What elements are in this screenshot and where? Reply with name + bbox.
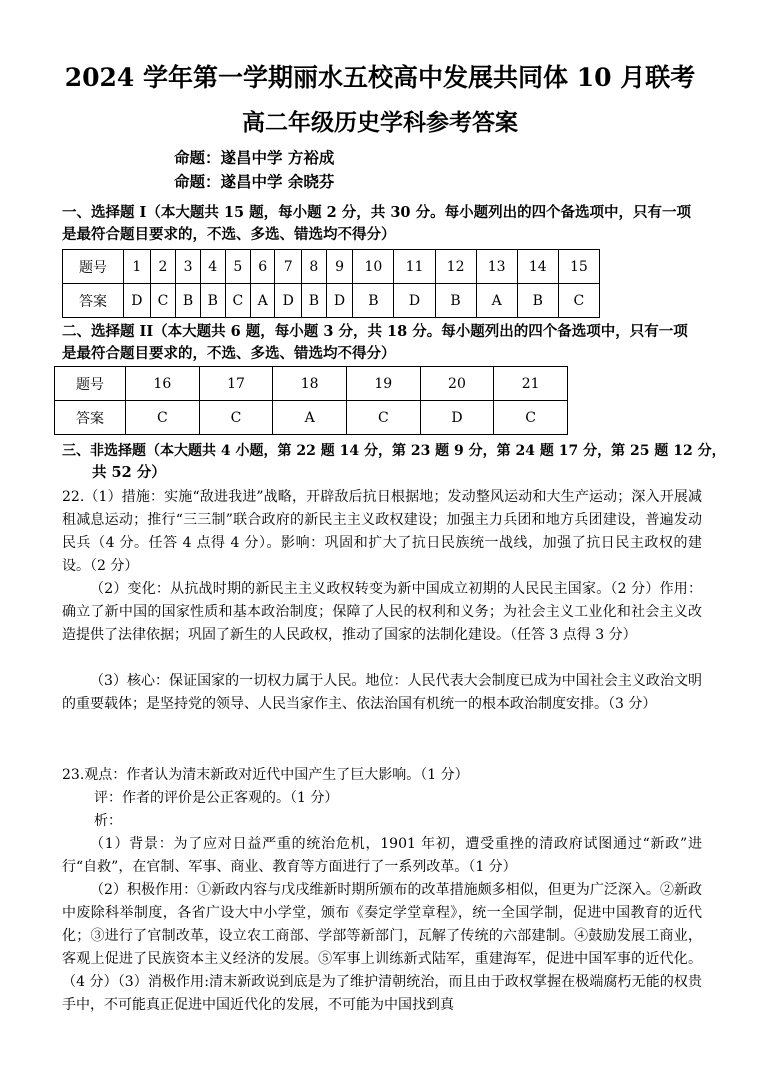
section2-answer-table <box>54 366 568 435</box>
answer-cell: C <box>150 284 176 318</box>
question-number-cell: 11 <box>394 250 435 284</box>
section1-heading-line2: 是最符合题目要求的，不选、多选、错选均不得分） <box>62 226 396 243</box>
answer-cell: C <box>558 284 599 318</box>
question-number-cell: 3 <box>176 250 201 284</box>
answer-cell: C <box>199 401 273 435</box>
answer-cell: B <box>302 284 327 318</box>
answer-cell: B <box>353 284 394 318</box>
question-number-cell: 20 <box>420 367 494 401</box>
question-number-cell: 10 <box>353 250 394 284</box>
section2-heading-line1: 二、选择题 II（本大题共 6 题，每小题 3 分，共 18 分。每小题列出的四个备选项中，只有一项 <box>62 323 688 340</box>
question-number-cell: 8 <box>302 250 327 284</box>
answer-cell: D <box>124 284 151 318</box>
section3-heading <box>62 440 726 484</box>
question-number-cell: 9 <box>326 250 353 284</box>
q22-part1: 22.（1）措施：实施“敌进我进”战略，开辟敌后抗日根据地；发动整风运动和大生产运动；深入开展减租减息运动；推行“三三制”联合政府的新民主主义政权建设；加强主力兵团和地方兵团建设，普遍发动民兵（4 分。任答 4 点得 4 分）。影响：巩固和扩大了抗日民族统一战线，加强了抗日民主政权的建设。（2 分） <box>62 489 702 574</box>
question-number-cell: 15 <box>558 250 599 284</box>
row-label: 题号 <box>55 367 126 401</box>
row-label: 答案 <box>63 284 124 318</box>
q23-view: 23.观点：作者认为清末新政对近代中国产生了巨大影响。（1 分） <box>62 767 469 783</box>
table-row-questions <box>55 367 568 401</box>
answer-cell: B <box>200 284 225 318</box>
question-number-cell: 6 <box>251 250 275 284</box>
answer-cell: C <box>346 401 420 435</box>
answer-cell: D <box>420 401 494 435</box>
document-subtitle: 高二年级历史学科参考答案 <box>242 109 518 136</box>
row-label: 答案 <box>55 401 126 435</box>
q22-part2: （2）变化：从抗战时期的新民主主义政权转变为新中国成立初期的人民民主国家。（2 分）作用：确立了新中国的国家性质和基本政治制度；保障了人民的权利和义务；为社会主义工业化和社会主义改造提供了法律依据；巩固了新生的人民政权，推动了国家的法制化建设。（任答 3 点得 3 分） <box>62 581 702 643</box>
author-line-1: 命题：遂昌中学 方裕成 <box>174 148 335 167</box>
table-row-questions <box>63 250 600 284</box>
table-row-answers <box>55 401 568 435</box>
answer-cell: C <box>494 401 568 435</box>
q23-analysis-label: 析： <box>94 813 122 829</box>
q23-part1: （1）背景：为了应对日益严重的统治危机，1901 年初，遭受重挫的清政府试图通过“新政”进行“自救”，在官制、军事、商业、教育等方面进行了一系列改革。（1 分） <box>62 836 702 875</box>
section3-heading-line2: 共 52 分） <box>92 464 166 481</box>
question-number-cell: 2 <box>150 250 176 284</box>
q23-part2: （2）积极作用：①新政内容与戊戌维新时期所颁布的改革措施颇多相似，但更为广泛深入。②新政中废除科举制度，各省广设大中小学堂，颁布《奏定学堂章程》，统一全国学制，促进中国教育的近代化；③进行了官制改革，设立农工商部、学部等新部门，瓦解了传统的六部建制。④鼓励发展工商业，客观上促进了民族资本主义经济的发展。⑤军事上训练新式陆军，重建海军，促进中国军事的近代化。（4 分）（3）消极作用:清末新政说到底是为了维护清朝统治，而且由于政权掌握在极端腐朽无能的权贵手中，不可能真正促进中国近代化的发展，不可能为中国找到真 <box>62 882 702 1013</box>
question-number-cell: 16 <box>126 367 200 401</box>
question-number-cell: 14 <box>517 250 558 284</box>
question-number-cell: 19 <box>346 367 420 401</box>
question-number-cell: 21 <box>494 367 568 401</box>
section1-answer-table <box>62 249 600 318</box>
answer-cell: D <box>394 284 435 318</box>
question-number-cell: 18 <box>273 367 347 401</box>
answer-cell: A <box>273 401 347 435</box>
answer-cell: B <box>517 284 558 318</box>
question-number-cell: 4 <box>200 250 225 284</box>
answer-cell: A <box>476 284 517 318</box>
answer-cell: B <box>435 284 476 318</box>
section3-heading-line1: 三、非选择题（本大题共 4 小题，第 22 题 14 分，第 23 题 9 分，第 24 题 17 分，第 25 题 12 分， <box>62 443 726 459</box>
answer-cell: D <box>275 284 302 318</box>
section2-heading-line2: 是最符合题目要求的，不选、多选、错选均不得分） <box>62 345 396 362</box>
q22-part3: （3）核心：保证国家的一切权力属于人民。地位：人民代表大会制度已成为中国社会主义政治文明的重要载体；是坚持党的领导、人民当家作主、依法治国有机统一的根本政治制度安排。（3 分） <box>62 673 702 712</box>
question-number-cell: 5 <box>225 250 251 284</box>
section2-heading <box>62 321 702 365</box>
question-number-cell: 7 <box>275 250 302 284</box>
author-line-2: 命题：遂昌中学 余晓芬 <box>174 172 335 191</box>
answer-cell: C <box>225 284 251 318</box>
section1-heading-line1: 一、选择题 I（本大题共 15 题，每小题 2 分，共 30 分。每小题列出的四个备选项中，只有一项 <box>62 204 692 221</box>
answer-cell: A <box>251 284 275 318</box>
answer-cell: C <box>126 401 200 435</box>
row-label: 题号 <box>63 250 124 284</box>
answer-cell: D <box>326 284 353 318</box>
question-number-cell: 1 <box>124 250 151 284</box>
answer-cell: B <box>176 284 201 318</box>
q23-comment: 评：作者的评价是公正客观的。（1 分） <box>94 790 339 806</box>
question-number-cell: 17 <box>199 367 273 401</box>
question-number-cell: 13 <box>476 250 517 284</box>
table-row-answers <box>63 284 600 318</box>
question-number-cell: 12 <box>435 250 476 284</box>
section1-heading <box>62 202 702 246</box>
document-title: 2024 学年第一学期丽水五校高中发展共同体 10 月联考 <box>64 63 696 92</box>
